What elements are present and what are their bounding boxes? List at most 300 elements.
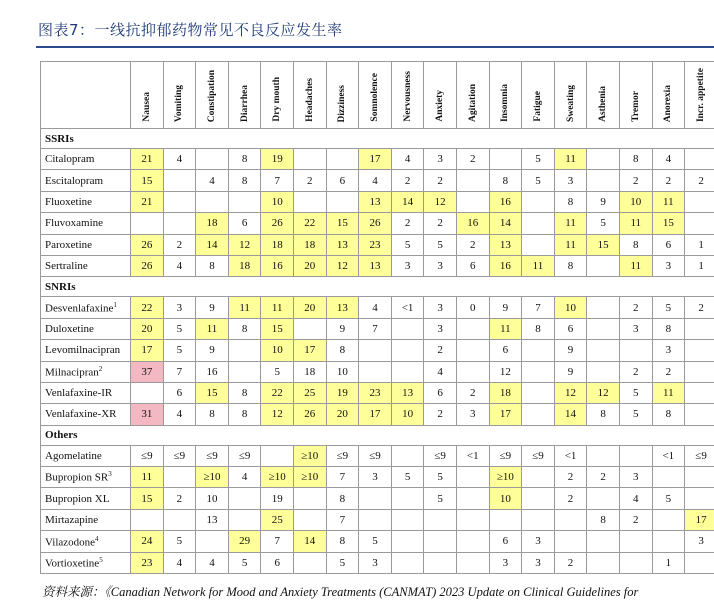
value-cell: 11: [522, 255, 555, 276]
value-cell: 2: [424, 340, 457, 361]
value-cell: 8: [522, 318, 555, 339]
value-cell: [228, 509, 261, 530]
value-cell: 17: [359, 404, 392, 425]
column-header-label: Incr. appetite: [696, 67, 707, 122]
column-header-label: Anorexia: [663, 84, 674, 122]
section-row: [41, 129, 714, 149]
value-cell: 4: [228, 467, 261, 488]
drug-name-text: Venlafaxine-XR: [45, 408, 117, 421]
drug-name-text: Vortioxetine: [45, 557, 100, 570]
value-cell: 2: [294, 170, 327, 191]
value-cell: [522, 488, 555, 509]
value-cell: 31: [131, 404, 164, 425]
column-header-label: Asthenia: [598, 86, 609, 122]
value-cell: [456, 552, 489, 573]
value-cell: 2: [424, 213, 457, 234]
value-cell: 2: [652, 170, 685, 191]
value-cell: 8: [196, 255, 229, 276]
value-cell: [196, 191, 229, 212]
value-cell: 20: [294, 255, 327, 276]
value-cell: 1: [685, 255, 714, 276]
value-cell: [587, 340, 620, 361]
value-cell: 6: [456, 255, 489, 276]
table-row: [41, 213, 714, 234]
column-header-label: Sweating: [565, 85, 576, 122]
drug-name: [41, 255, 131, 276]
value-cell: [228, 361, 261, 382]
value-cell: [294, 191, 327, 212]
table-row: [41, 445, 714, 466]
value-cell: 17: [489, 404, 522, 425]
value-cell: [619, 531, 652, 552]
value-cell: 10: [261, 340, 294, 361]
value-cell: 37: [131, 361, 164, 382]
drug-name-text: Escitalopram: [45, 174, 104, 187]
value-cell: [391, 509, 424, 530]
value-cell: 22: [261, 382, 294, 403]
value-cell: 26: [131, 255, 164, 276]
value-cell: 29: [228, 531, 261, 552]
value-cell: [489, 509, 522, 530]
column-header: [685, 62, 714, 129]
drug-name: [41, 382, 131, 403]
value-cell: 5: [391, 467, 424, 488]
value-cell: ≤9: [228, 445, 261, 466]
value-cell: [685, 361, 714, 382]
section-row: [41, 425, 714, 445]
value-cell: ≥10: [294, 467, 327, 488]
value-cell: 7: [163, 361, 196, 382]
column-header-label: Diarrhea: [239, 85, 250, 122]
value-cell: [587, 361, 620, 382]
drug-name: [41, 445, 131, 466]
value-cell: ≥10: [294, 445, 327, 466]
value-cell: 8: [228, 149, 261, 170]
column-header-label: Anxiety: [435, 90, 446, 122]
value-cell: [489, 149, 522, 170]
value-cell: 2: [619, 361, 652, 382]
value-cell: 11: [196, 318, 229, 339]
value-cell: [294, 488, 327, 509]
value-cell: 3: [619, 318, 652, 339]
column-header-label: Somnolence: [369, 73, 380, 122]
value-cell: [685, 467, 714, 488]
table-row: [41, 170, 714, 191]
value-cell: 11: [652, 382, 685, 403]
table-row: [41, 191, 714, 212]
value-cell: 18: [261, 234, 294, 255]
value-cell: 7: [326, 509, 359, 530]
value-cell: [196, 531, 229, 552]
drug-name-text: Vilazodone: [45, 536, 96, 549]
value-cell: 3: [522, 552, 555, 573]
column-header-label: Tremor: [630, 91, 641, 122]
column-header: [424, 62, 457, 129]
value-cell: 9: [554, 340, 587, 361]
value-cell: [456, 488, 489, 509]
drug-name: [41, 318, 131, 339]
value-cell: 8: [228, 170, 261, 191]
value-cell: 9: [489, 297, 522, 318]
value-cell: [196, 149, 229, 170]
value-cell: 9: [587, 191, 620, 212]
value-cell: [522, 213, 555, 234]
value-cell: [294, 318, 327, 339]
value-cell: 16: [261, 255, 294, 276]
drug-name-text: Agomelatine: [45, 449, 102, 462]
value-cell: [587, 531, 620, 552]
value-cell: 3: [424, 297, 457, 318]
value-cell: 15: [261, 318, 294, 339]
value-cell: 3: [424, 318, 457, 339]
value-cell: 15: [326, 213, 359, 234]
title-rule: [36, 46, 714, 48]
value-cell: 2: [391, 213, 424, 234]
value-cell: 3: [391, 255, 424, 276]
value-cell: 8: [326, 340, 359, 361]
value-cell: 2: [619, 509, 652, 530]
value-cell: 3: [163, 297, 196, 318]
value-cell: [261, 445, 294, 466]
value-cell: <1: [456, 445, 489, 466]
value-cell: <1: [652, 445, 685, 466]
value-cell: 15: [652, 213, 685, 234]
drug-name: [41, 531, 131, 552]
value-cell: [424, 509, 457, 530]
value-cell: 8: [587, 509, 620, 530]
footnote-marker: 1: [113, 300, 117, 309]
value-cell: ≤9: [131, 445, 164, 466]
value-cell: [359, 509, 392, 530]
value-cell: [294, 509, 327, 530]
value-cell: 2: [587, 467, 620, 488]
value-cell: 3: [489, 552, 522, 573]
value-cell: 5: [228, 552, 261, 573]
value-cell: 3: [359, 552, 392, 573]
value-cell: [522, 382, 555, 403]
drug-name: [41, 170, 131, 191]
column-header-label: Dizziness: [337, 84, 348, 122]
value-cell: 2: [685, 170, 714, 191]
value-cell: [163, 191, 196, 212]
value-cell: [587, 297, 620, 318]
drug-name: [41, 404, 131, 425]
value-cell: 8: [587, 404, 620, 425]
value-cell: 5: [619, 382, 652, 403]
value-cell: [587, 318, 620, 339]
value-cell: ≤9: [163, 445, 196, 466]
value-cell: ≥10: [261, 467, 294, 488]
value-cell: [359, 488, 392, 509]
value-cell: [456, 191, 489, 212]
value-cell: 3: [619, 467, 652, 488]
value-cell: 12: [554, 382, 587, 403]
value-cell: [163, 467, 196, 488]
value-cell: 5: [261, 361, 294, 382]
value-cell: [359, 340, 392, 361]
value-cell: 6: [261, 552, 294, 573]
value-cell: [685, 191, 714, 212]
column-header: [652, 62, 685, 129]
value-cell: [391, 361, 424, 382]
value-cell: [391, 488, 424, 509]
value-cell: 7: [261, 531, 294, 552]
value-cell: 12: [489, 361, 522, 382]
value-cell: 24: [131, 531, 164, 552]
value-cell: ≤9: [196, 445, 229, 466]
value-cell: ≤9: [326, 445, 359, 466]
value-cell: 5: [424, 467, 457, 488]
value-cell: 9: [196, 297, 229, 318]
value-cell: 7: [261, 170, 294, 191]
value-cell: 20: [326, 404, 359, 425]
column-header: [294, 62, 327, 129]
value-cell: 3: [424, 255, 457, 276]
footnote-marker: 5: [99, 556, 103, 564]
value-cell: 10: [489, 488, 522, 509]
value-cell: 2: [554, 467, 587, 488]
value-cell: 2: [554, 552, 587, 573]
value-cell: [391, 445, 424, 466]
section-label: Others: [41, 425, 714, 445]
value-cell: 0: [456, 297, 489, 318]
value-cell: 11: [652, 191, 685, 212]
value-cell: 10: [554, 297, 587, 318]
value-cell: 6: [489, 340, 522, 361]
value-cell: [131, 213, 164, 234]
value-cell: [685, 552, 714, 573]
value-cell: 17: [685, 509, 714, 530]
value-cell: 8: [489, 170, 522, 191]
value-cell: [391, 531, 424, 552]
value-cell: 16: [489, 191, 522, 212]
table-row: [41, 404, 714, 425]
value-cell: [424, 552, 457, 573]
drug-name-text: Bupropion SR: [45, 472, 109, 485]
value-cell: [163, 213, 196, 234]
value-cell: 2: [424, 404, 457, 425]
value-cell: [522, 361, 555, 382]
value-cell: [619, 552, 652, 573]
value-cell: 18: [294, 234, 327, 255]
value-cell: 5: [163, 531, 196, 552]
table-row: [41, 382, 714, 403]
value-cell: [391, 318, 424, 339]
value-cell: [587, 445, 620, 466]
value-cell: [587, 170, 620, 191]
value-cell: [522, 404, 555, 425]
table-row: [41, 509, 714, 530]
table-row: [41, 488, 714, 509]
value-cell: 1: [685, 234, 714, 255]
value-cell: [522, 509, 555, 530]
column-header-label: Dry mouth: [272, 77, 283, 122]
value-cell: 4: [652, 149, 685, 170]
value-cell: [391, 340, 424, 361]
value-cell: 20: [294, 297, 327, 318]
value-cell: 2: [424, 170, 457, 191]
source-footer: 资料来源：《Canadian Network for Mood and Anxiety Treatments (CANMAT) 2023 Update on Clinical Guidelines for: [42, 585, 639, 599]
value-cell: [163, 170, 196, 191]
value-cell: 5: [424, 234, 457, 255]
value-cell: [456, 509, 489, 530]
drug-name-text: Duloxetine: [45, 322, 94, 335]
value-cell: 14: [294, 531, 327, 552]
value-cell: [131, 509, 164, 530]
value-cell: 2: [456, 149, 489, 170]
value-cell: 13: [359, 255, 392, 276]
column-header: [228, 62, 261, 129]
value-cell: 10: [326, 361, 359, 382]
value-cell: 7: [359, 318, 392, 339]
value-cell: 23: [359, 234, 392, 255]
value-cell: 6: [228, 213, 261, 234]
drug-name-text: Paroxetine: [45, 238, 93, 251]
value-cell: 9: [326, 318, 359, 339]
value-cell: 4: [391, 149, 424, 170]
header-corner: [41, 62, 131, 129]
value-cell: 7: [326, 467, 359, 488]
value-cell: 13: [196, 509, 229, 530]
value-cell: 8: [228, 318, 261, 339]
value-cell: 4: [359, 170, 392, 191]
value-cell: ≥10: [196, 467, 229, 488]
value-cell: 21: [131, 149, 164, 170]
value-cell: 14: [554, 404, 587, 425]
section-row: [41, 277, 714, 297]
value-cell: [294, 552, 327, 573]
value-cell: 26: [359, 213, 392, 234]
value-cell: 14: [391, 191, 424, 212]
table-row: [41, 318, 714, 339]
drug-name-text: Desvenlafaxine: [45, 302, 114, 315]
value-cell: 8: [228, 382, 261, 403]
value-cell: [619, 340, 652, 361]
footnote-marker: 4: [95, 534, 99, 543]
drug-name: [41, 361, 131, 382]
value-cell: [619, 445, 652, 466]
value-cell: ≤9: [685, 445, 714, 466]
value-cell: 8: [619, 234, 652, 255]
drug-name: [41, 509, 131, 530]
table-row: [41, 552, 714, 573]
value-cell: 10: [391, 404, 424, 425]
value-cell: [587, 149, 620, 170]
drug-name-text: Levomilnacipran: [45, 344, 121, 357]
table-row: [41, 149, 714, 170]
value-cell: 5: [652, 297, 685, 318]
value-cell: [456, 170, 489, 191]
value-cell: [326, 191, 359, 212]
value-cell: [522, 234, 555, 255]
value-cell: 12: [228, 234, 261, 255]
value-cell: 22: [294, 213, 327, 234]
value-cell: 16: [489, 255, 522, 276]
value-cell: 16: [196, 361, 229, 382]
value-cell: 5: [587, 213, 620, 234]
value-cell: [456, 531, 489, 552]
column-header-label: Fatigue: [532, 91, 543, 122]
value-cell: 6: [652, 234, 685, 255]
value-cell: [228, 191, 261, 212]
value-cell: 18: [196, 213, 229, 234]
drug-name-text: Fluvoxamine: [45, 217, 104, 230]
value-cell: 5: [619, 404, 652, 425]
value-cell: 8: [326, 488, 359, 509]
column-header: [359, 62, 392, 129]
value-cell: 3: [456, 404, 489, 425]
value-cell: [424, 531, 457, 552]
column-header: [163, 62, 196, 129]
drug-name: [41, 552, 131, 573]
value-cell: 11: [554, 149, 587, 170]
drug-name: [41, 191, 131, 212]
value-cell: 5: [522, 170, 555, 191]
value-cell: 7: [522, 297, 555, 318]
value-cell: 8: [652, 404, 685, 425]
drug-name: [41, 297, 131, 318]
value-cell: [685, 340, 714, 361]
table-row: [41, 340, 714, 361]
value-cell: [554, 531, 587, 552]
value-cell: 13: [359, 191, 392, 212]
value-cell: 9: [196, 340, 229, 361]
value-cell: 11: [489, 318, 522, 339]
value-cell: 6: [326, 170, 359, 191]
column-header: [391, 62, 424, 129]
table-row: [41, 361, 714, 382]
value-cell: 4: [163, 255, 196, 276]
value-cell: ≤9: [489, 445, 522, 466]
value-cell: 3: [522, 531, 555, 552]
value-cell: 11: [554, 213, 587, 234]
value-cell: 19: [261, 149, 294, 170]
value-cell: 8: [196, 404, 229, 425]
value-cell: 10: [261, 191, 294, 212]
footnote-marker: 3: [108, 470, 112, 479]
value-cell: [522, 340, 555, 361]
value-cell: 16: [456, 213, 489, 234]
figure-title: 图表7：一线抗抑郁药物常见不良反应发生率: [38, 21, 343, 39]
value-cell: <1: [554, 445, 587, 466]
footnote-marker: 2: [98, 364, 103, 373]
drug-name: [41, 234, 131, 255]
value-cell: 13: [489, 234, 522, 255]
drug-name-text: Milnacipran: [45, 366, 99, 379]
value-cell: [456, 340, 489, 361]
value-cell: 19: [261, 488, 294, 509]
value-cell: 8: [619, 149, 652, 170]
value-cell: 11: [228, 297, 261, 318]
value-cell: 17: [294, 340, 327, 361]
column-header: [196, 62, 229, 129]
value-cell: 8: [554, 255, 587, 276]
value-cell: 4: [163, 552, 196, 573]
value-cell: 8: [652, 318, 685, 339]
value-cell: 3: [652, 255, 685, 276]
value-cell: 5: [359, 531, 392, 552]
drug-name: [41, 340, 131, 361]
drug-name: [41, 213, 131, 234]
value-cell: [456, 467, 489, 488]
value-cell: 13: [326, 297, 359, 318]
value-cell: [587, 552, 620, 573]
value-cell: 6: [163, 382, 196, 403]
value-cell: [652, 467, 685, 488]
value-cell: ≤9: [424, 445, 457, 466]
value-cell: 2: [685, 297, 714, 318]
value-cell: [456, 361, 489, 382]
